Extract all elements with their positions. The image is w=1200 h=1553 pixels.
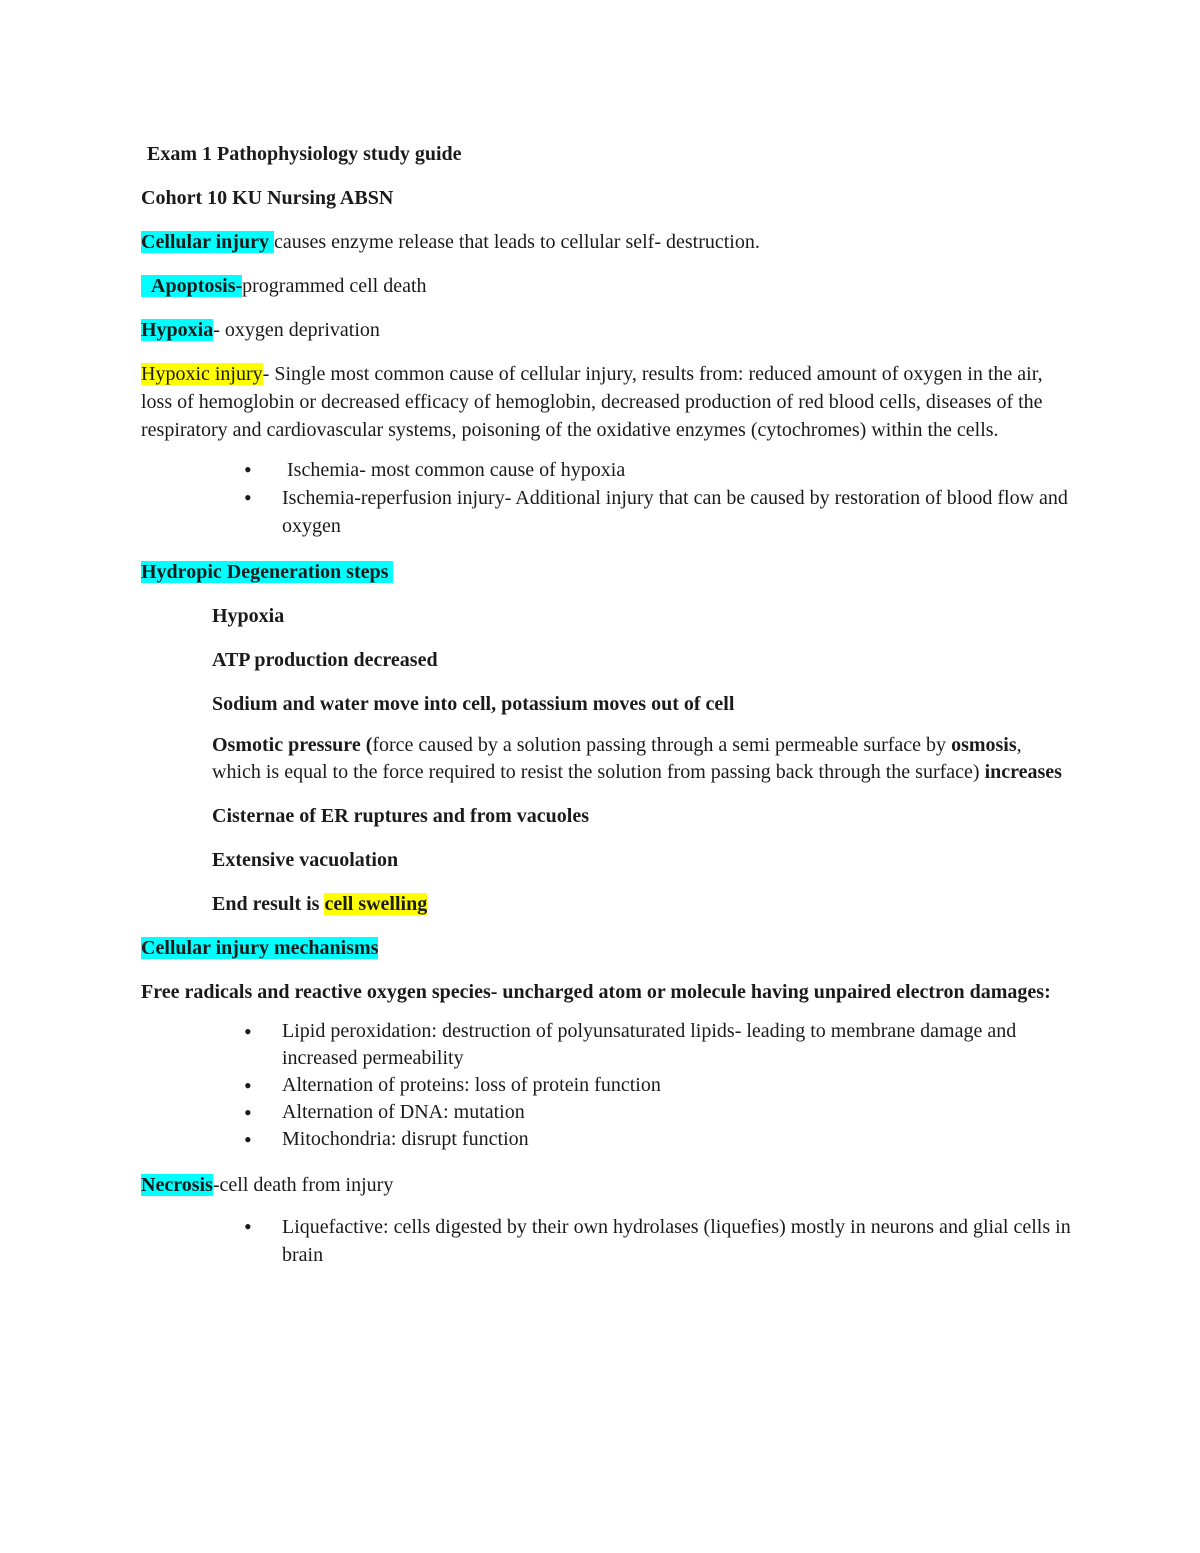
osmotic-pressure-term: Osmotic pressure (	[212, 734, 373, 756]
mechanisms-bullet-list	[141, 1018, 1071, 1153]
osmotic-text-1: force caused by a solution passing through a semi permeable surface by	[372, 734, 952, 756]
hypoxic-injury-definition: - Single most common cause of cellular injury, results from: reduced amount of oxygen in the air, loss of hemoglobin or decreased efficacy of hemoglobin, decreased production of red blood cells, diseases of the respiratory and cardiovascular systems, poisoning of the oxidative enzymes (cytochromes) within the cells.	[141, 363, 1043, 441]
hydropic-heading	[141, 558, 1071, 586]
necrosis-bullet-list	[141, 1213, 1071, 1269]
hypoxia-paragraph	[141, 316, 1071, 344]
document-subtitle: Cohort 10 KU Nursing ABSN	[141, 187, 394, 209]
list-item: • Ischemia-reperfusion injury- Additional injury that can be caused by restoration of blood flow and oxygen	[141, 484, 1071, 540]
list-item: • Ischemia- most common cause of hypoxia	[141, 456, 1071, 484]
list-item: • Lipid peroxidation: destruction of polyunsaturated lipids- leading to membrane damage and increased permeability	[141, 1018, 1071, 1072]
cell-swelling-highlight: cell swelling	[324, 893, 428, 915]
apoptosis-term: Apoptosis-	[141, 275, 243, 297]
hypoxic-injury-paragraph	[141, 360, 1071, 444]
osmotic-text-2: , which is equal to the force required to resist the solution from passing back through the surface)	[212, 734, 1022, 783]
necrosis-term: Necrosis	[141, 1174, 213, 1196]
hypoxia-definition: - oxygen deprivation	[213, 319, 380, 341]
document-page	[141, 140, 1071, 1285]
hydropic-heading-text: Hydropic Degeneration steps	[141, 561, 394, 583]
hypoxia-term: Hypoxia	[141, 319, 214, 341]
apoptosis-definition: programmed cell death	[242, 275, 427, 297]
list-item: • Alternation of DNA: mutation	[141, 1099, 1071, 1126]
necrosis-definition: -cell death from injury	[212, 1174, 394, 1196]
osmotic-increases: increases	[984, 761, 1062, 783]
hydropic-step-osmotic	[141, 732, 1071, 786]
document-title: Exam 1 Pathophysiology study guide	[147, 143, 462, 165]
hydropic-step-hypoxia: Hypoxia	[212, 605, 285, 627]
free-radicals-paragraph: Free radicals and reactive oxygen species- uncharged atom or molecule having unpaired electron damages:	[141, 981, 1051, 1003]
necrosis-paragraph	[141, 1171, 1071, 1199]
hypoxic-injury-term: Hypoxic injury	[141, 363, 263, 385]
hypoxia-bullet-list	[141, 456, 1071, 540]
list-item: • Mitochondria: disrupt function	[141, 1126, 1071, 1153]
mechanisms-heading-text: Cellular injury mechanisms	[141, 937, 379, 959]
cellular-injury-paragraph	[141, 228, 1071, 256]
end-result-prefix: End result is	[212, 893, 325, 915]
list-item: • Liquefactive: cells digested by their own hydrolases (liquefies) mostly in neurons and glial cells in brain	[141, 1213, 1071, 1269]
mechanisms-heading	[141, 934, 1071, 962]
list-item: • Alternation of proteins: loss of protein function	[141, 1072, 1071, 1099]
hydropic-step-sodium: Sodium and water move into cell, potassium moves out of cell	[212, 693, 735, 715]
osmosis-term: osmosis	[951, 734, 1017, 756]
cellular-injury-term: Cellular injury	[141, 231, 274, 253]
hydropic-step-vacuolation: Extensive vacuolation	[212, 849, 399, 871]
apoptosis-paragraph	[141, 272, 1071, 300]
hydropic-step-atp: ATP production decreased	[212, 649, 438, 671]
cellular-injury-definition: causes enzyme release that leads to cellular self- destruction.	[273, 231, 760, 253]
hydropic-step-cisternae: Cisternae of ER ruptures and from vacuoles	[212, 805, 590, 827]
hydropic-step-end-result	[141, 890, 1071, 918]
